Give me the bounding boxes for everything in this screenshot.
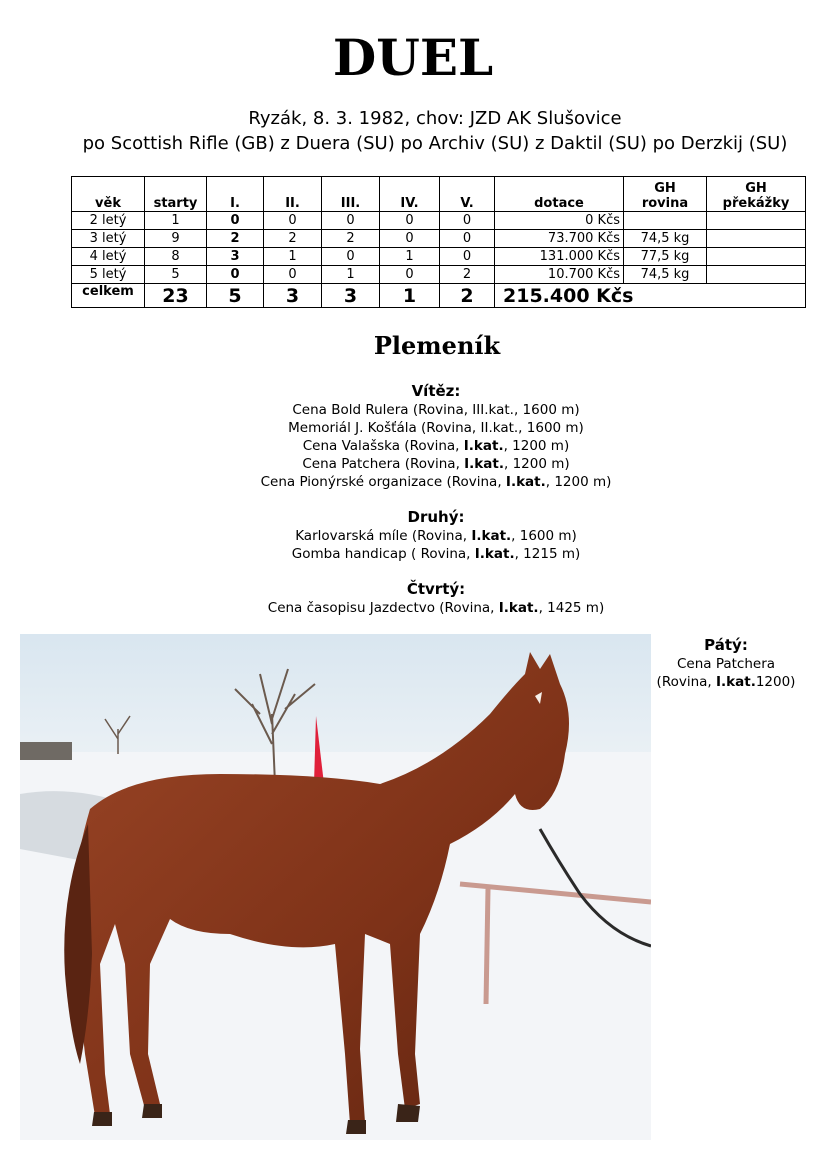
table-row xyxy=(72,266,806,284)
cell-place-4: 1 xyxy=(380,248,440,266)
results-second xyxy=(0,508,826,563)
cell-gh-jump xyxy=(707,212,806,230)
cell-place-3: 0 xyxy=(322,248,380,266)
header-money: dotace xyxy=(495,177,624,212)
second-heading: Druhý: xyxy=(407,508,465,526)
total-place-1: 5 xyxy=(207,284,264,308)
header-gh-jump: GH překážky xyxy=(707,177,806,212)
total-label: celkem xyxy=(72,284,145,308)
results-fifth xyxy=(651,636,801,691)
cell-money: 10.700 Kčs xyxy=(495,266,624,284)
race-item: Cena Patchera xyxy=(676,656,776,672)
table-row xyxy=(72,212,806,230)
cell-place-1: 0 xyxy=(207,212,264,230)
cell-age: 3 letý xyxy=(72,230,145,248)
header-place-1: I. xyxy=(207,177,264,212)
cell-money: 131.000 Kčs xyxy=(495,248,624,266)
horse-photo xyxy=(20,634,651,1140)
race-item: Cena Bold Rulera (Rovina, III.kat., 1600 m) xyxy=(292,402,580,418)
cell-gh-jump xyxy=(707,248,806,266)
cell-place-4: 0 xyxy=(380,266,440,284)
header-starts: starty xyxy=(145,177,207,212)
race-item: Cena časopisu Jazdectvo (Rovina, I.kat., 1425 m) xyxy=(267,600,605,616)
header-gh-flat: GH rovina xyxy=(624,177,707,212)
header-age: věk xyxy=(72,177,145,212)
cell-age: 5 letý xyxy=(72,266,145,284)
cell-gh-flat: 74,5 kg xyxy=(624,230,707,248)
table-row xyxy=(72,230,806,248)
cell-place-2: 0 xyxy=(264,266,322,284)
total-place-3: 3 xyxy=(322,284,380,308)
cell-place-5: 2 xyxy=(440,266,495,284)
photo-building xyxy=(20,742,72,760)
total-place-2: 3 xyxy=(264,284,322,308)
race-item: Gomba handicap ( Rovina, I.kat., 1215 m) xyxy=(291,546,581,562)
total-place-4: 1 xyxy=(380,284,440,308)
cell-money: 0 Kčs xyxy=(495,212,624,230)
horse-origin: Ryzák, 8. 3. 1982, chov: JZD AK Slušovice xyxy=(248,108,622,129)
cell-place-5: 0 xyxy=(440,212,495,230)
cell-starts: 9 xyxy=(145,230,207,248)
horse-name: DUEL xyxy=(332,28,494,87)
race-item: Cena Valašska (Rovina, I.kat., 1200 m) xyxy=(302,438,570,454)
cell-gh-flat xyxy=(624,212,707,230)
header-place-3: III. xyxy=(322,177,380,212)
cell-place-2: 2 xyxy=(264,230,322,248)
cell-age: 2 letý xyxy=(72,212,145,230)
total-starts: 23 xyxy=(145,284,207,308)
cell-place-1: 2 xyxy=(207,230,264,248)
results-fourth xyxy=(0,580,826,617)
cell-gh-flat: 77,5 kg xyxy=(624,248,707,266)
cell-place-1: 3 xyxy=(207,248,264,266)
total-place-5: 2 xyxy=(440,284,495,308)
cell-place-2: 1 xyxy=(264,248,322,266)
table-row xyxy=(72,248,806,266)
fifth-heading: Pátý: xyxy=(704,636,748,654)
cell-gh-jump xyxy=(707,266,806,284)
cell-place-5: 0 xyxy=(440,230,495,248)
cell-place-3: 0 xyxy=(322,212,380,230)
table-total-row xyxy=(72,284,806,308)
cell-starts: 5 xyxy=(145,266,207,284)
winner-heading: Vítěz: xyxy=(411,382,461,400)
header-place-2: II. xyxy=(264,177,322,212)
header-place-4: IV. xyxy=(380,177,440,212)
cell-place-5: 0 xyxy=(440,248,495,266)
header-place-5: V. xyxy=(440,177,495,212)
cell-place-1: 0 xyxy=(207,266,264,284)
race-item: (Rovina, I.kat.1200) xyxy=(656,674,796,690)
cell-gh-flat: 74,5 kg xyxy=(624,266,707,284)
cell-place-4: 0 xyxy=(380,230,440,248)
race-item: Karlovarská míle (Rovina, I.kat., 1600 m) xyxy=(295,528,577,544)
cell-place-3: 2 xyxy=(322,230,380,248)
total-money: 215.400 Kčs xyxy=(495,284,806,308)
cell-place-3: 1 xyxy=(322,266,380,284)
race-statistics-table xyxy=(71,176,806,308)
cell-starts: 1 xyxy=(145,212,207,230)
cell-gh-jump xyxy=(707,230,806,248)
results-winner xyxy=(0,382,826,491)
cell-place-2: 0 xyxy=(264,212,322,230)
race-item: Cena Patchera (Rovina, I.kat., 1200 m) xyxy=(302,456,570,472)
cell-place-4: 0 xyxy=(380,212,440,230)
cell-money: 73.700 Kčs xyxy=(495,230,624,248)
fourth-heading: Čtvrtý: xyxy=(406,580,466,598)
table-header-row xyxy=(72,177,806,212)
cell-starts: 8 xyxy=(145,248,207,266)
horse-pedigree: po Scottish Rifle (GB) z Duera (SU) po Archiv (SU) z Daktil (SU) po Derzkij (SU) xyxy=(82,133,788,154)
section-title-stud: Plemeník xyxy=(373,331,501,360)
cell-age: 4 letý xyxy=(72,248,145,266)
race-item: Cena Pionýrské organizace (Rovina, I.kat., 1200 m) xyxy=(260,474,612,490)
race-item: Memoriál J. Košťála (Rovina, II.kat., 1600 m) xyxy=(288,420,584,436)
